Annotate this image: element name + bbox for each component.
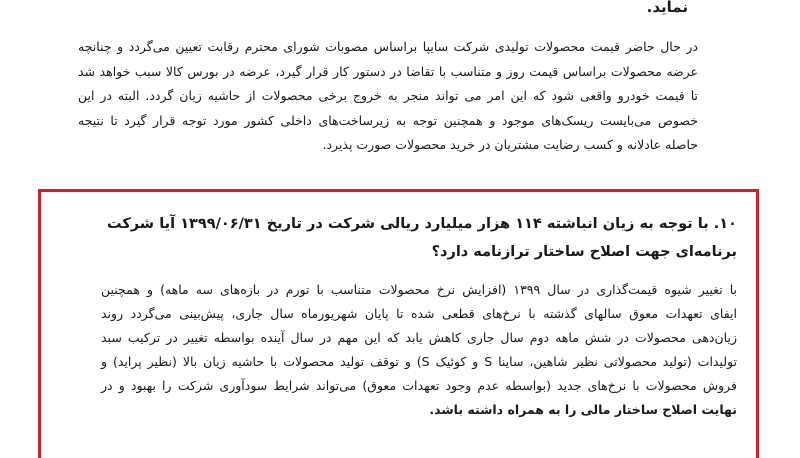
intro-line: عرضه محصولات براساس قیمت روز و متناسب با تقاضا در دستور کار قرار گیرد، عرضه در بورس کالا سبب خواهد شد: [78, 63, 698, 79]
answer-line: فروش محصولات با نرخ‌های جدید (بواسطه عدم وجود تعهدات معوق) می‌تواند شرایط سودآوری شرکت را بهبود و در: [101, 378, 737, 393]
answer-line: ایفای تعهدات معوق سالهای گذشته با نرخ‌های قطعی شده تا پایان شهریورماه سال جاری، پیش‌بینی می‌گردد روند: [101, 306, 737, 321]
previous-paragraph-ending: نماید.: [646, 0, 688, 16]
intro-line: حاصله عادلانه و کسب رضایت مشتریان در خرید محصولات صورت پذیرد.: [322, 137, 698, 153]
intro-line: در حال حاضر قیمت محصولات تولیدی شرکت سایپا براساس مصوبات شورای محترم رقابت تعیین می‌گردد و چنانچه: [78, 39, 698, 54]
answer-paragraph: [101, 278, 737, 422]
answer-line: تولیدات (تولید محصولاتی نظیر شاهین، ساینا S و کوئیک S) و توقف تولید محصولات با حاشیه زیان بالا (نظیر پراید) و: [101, 354, 737, 369]
answer-line: زیان‌دهی محصولات در شش ماهه دوم سال جاری کاهش یابد که این مهم در سال آینده بواسطه تغییر در ترکیب سبد: [101, 330, 737, 345]
answer-line: نهایت اصلاح ساختار مالی را به همراه داشته باشد.: [429, 402, 737, 417]
question-10: [107, 210, 737, 266]
answer-line: با تغییر شیوه قیمت‌گذاری در سال ۱۳۹۹ (افزایش نرخ محصولات متناسب با تورم در بازه‌های سه ماهه) و همچنین: [101, 282, 738, 297]
intro-paragraph: [78, 35, 698, 158]
question-line: ۱۰. با توجه به زیان انباشته ۱۱۴ هزار میلیارد ریالی شرکت در تاریخ ۱۳۹۹/۰۶/۳۱ آیا شرکت: [107, 216, 737, 232]
question-line: برنامه‌ای جهت اصلاح ساختار ترازنامه دارد؟: [431, 244, 737, 260]
intro-line: تا قیمت خودرو واقعی شود که این امر می تواند منجر به خروج برخی محصولات از حاشیه زیان گردد. البته در این: [78, 88, 698, 104]
intro-line: خصوص می‌بایست ریسک‌های موجود و همچنین توجه به زیرساخت‌های داخلی کشور مورد توجه قرار گیرد تا نتیجه: [78, 112, 698, 128]
